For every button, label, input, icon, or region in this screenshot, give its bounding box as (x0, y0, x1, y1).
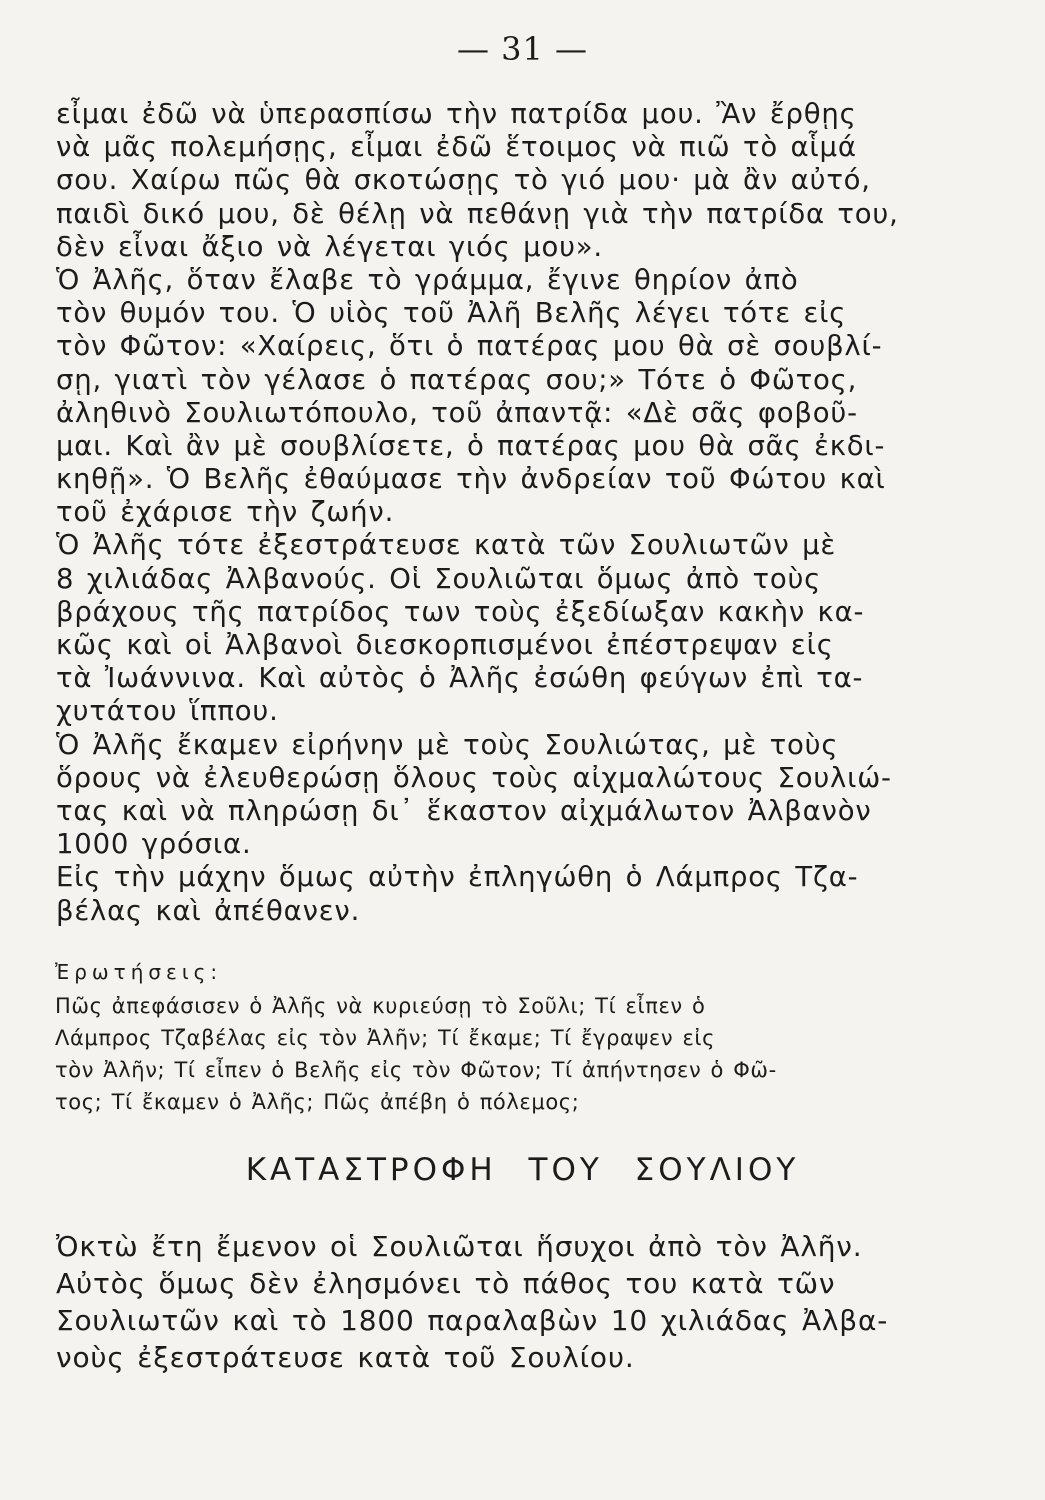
text-line: νὰ μᾶς πολεμήσῃς, εἶμαι ἐδῶ ἕτοιμος νὰ πιῶ τὸ αἷμά (56, 131, 857, 164)
text-line: τας καὶ νὰ πληρώσῃ δι᾽ ἕκαστον αἰχμάλωτον Ἀλβανὸν (56, 794, 872, 827)
text-line: Ὁ Ἀλῆς, ὅταν ἔλαβε τὸ γράμμα, ἔγινε θηρίον ἀπὸ (56, 263, 799, 296)
questions-heading: Ἐρωτήσεις: (55, 960, 223, 984)
text-line: σου. Χαίρω πῶς θὰ σκοτώσῃς τὸ γιό μου· μὰ ἂν αὐτό, (56, 164, 871, 197)
text-line: σῃ, γιατὶ τὸν γέλασε ὁ πατέρας σου;» Τότε ὁ Φῶτος, (56, 363, 858, 396)
text-line: κηθῇ». Ὁ Βελῆς ἐθαύμασε τὴν ἀνδρείαν τοῦ Φώτου καὶ (56, 463, 886, 496)
text-line: τὰ Ἰωάννινα. Καὶ αὐτὸς ὁ Ἀλῆς ἐσώθη φεύγων ἐπὶ τα- (56, 662, 864, 695)
text-line: ὅρους νὰ ἐλευθερώσῃ ὅλους τοὺς αἰχμαλώτους Σουλιώ- (56, 761, 892, 794)
page-number: — 31 — (456, 30, 589, 68)
chapter-line: Σουλιωτῶν καὶ τὸ 1800 παραλαβὼν 10 χιλιάδας Ἀλβα- (56, 1304, 889, 1337)
text-line: Ὁ Ἀλῆς ἔκαμεν εἰρήνην μὲ τοὺς Σουλιώτας, μὲ τοὺς (56, 728, 839, 761)
text-line: 1000 γρόσια. (56, 828, 252, 861)
text-line: εἶμαι ἐδῶ νὰ ὑπερασπίσω τὴν πατρίδα μου. Ἂν ἔρθῃς (56, 98, 857, 130)
chapter-title: ΚΑΤΑΣΤΡΟΦΗ ΤΟΥ ΣΟΥΛΙΟΥ (245, 1152, 800, 1188)
text-line: ἀληθινὸ Σουλιωτόπουλο, τοῦ ἀπαντᾷ: «Δὲ σᾶς φοβοῦ- (56, 396, 858, 429)
question-line: Λάμπρος Τζαβέλας εἰς τὸν Ἀλῆν; Τί ἔκαμε; Τί ἔγραψεν εἰς (55, 1026, 716, 1050)
text-line: τοῦ ἐχάρισε τὴν ζωήν. (56, 496, 395, 529)
chapter-text (56, 1228, 890, 1376)
main-text (56, 98, 899, 928)
chapter-line: Ὀκτὼ ἔτη ἔμενον οἱ Σουλιῶται ἥσυχοι ἀπὸ τὸν Ἀλῆν. (56, 1230, 863, 1263)
question-line: τὸν Ἀλῆν; Τί εἶπεν ὁ Βελῆς εἰς τὸν Φῶτον; Τί ἀπήντησεν ὁ Φῶ- (55, 1058, 777, 1082)
questions-block (55, 990, 895, 1118)
question-line: τος; Τί ἔκαμεν ὁ Ἀλῆς; Πῶς ἀπέβη ὁ πόλεμος; (55, 1090, 580, 1114)
text-line: Εἰς τὴν μάχην ὅμως αὐτὴν ἐπληγώθη ὁ Λάμπρος Τζα- (56, 861, 859, 894)
text-line: κῶς καὶ οἱ Ἀλβανοὶ διεσκορπισμένοι ἐπέστρεψαν εἰς (56, 629, 834, 661)
text-line: Ὁ Ἀλῆς τότε ἐξεστράτευσε κατὰ τῶν Σουλιωτῶν μὲ (56, 529, 837, 562)
chapter-line: Αὐτὸς ὅμως δὲν ἐλησμόνει τὸ πάθος του κατὰ τῶν (56, 1267, 836, 1300)
text-line: μαι. Καὶ ἂν μὲ σουβλίσετε, ὁ πατέρας μου θὰ σᾶς ἐκδι- (56, 429, 886, 462)
text-line: βράχους τῆς πατρίδος των τοὺς ἐξεδίωξαν κακὴν κα- (56, 595, 865, 628)
text-line: δὲν εἶναι ἄξιο νὰ λέγεται γιός μου». (56, 230, 603, 263)
text-line: χυτάτου ἵππου. (56, 695, 279, 728)
chapter-line: νοὺς ἐξεστράτευσε κατὰ τοῦ Σουλίου. (56, 1341, 635, 1374)
text-line: τὸν Φῶτον: «Χαίρεις, ὅτι ὁ πατέρας μου θὰ σὲ σουβλί- (56, 330, 883, 363)
text-line: τὸν θυμόν του. Ὁ υἱὸς τοῦ Ἀλῆ Βελῆς λέγει τότε εἰς (56, 297, 847, 330)
text-line: βέλας καὶ ἀπέθανεν. (56, 894, 361, 927)
text-line: παιδὶ δικό μου, δὲ θέλῃ νὰ πεθάνῃ γιὰ τὴν πατρίδα του, (56, 197, 899, 230)
text-line: 8 χιλιάδας Ἀλβανούς. Οἱ Σουλιῶται ὅμως ἀπὸ τοὺς (56, 562, 822, 595)
question-line: Πῶς ἀπεφάσισεν ὁ Ἀλῆς νὰ κυριεύσῃ τὸ Σοῦλι; Τί εἶπεν ὁ (55, 994, 706, 1018)
